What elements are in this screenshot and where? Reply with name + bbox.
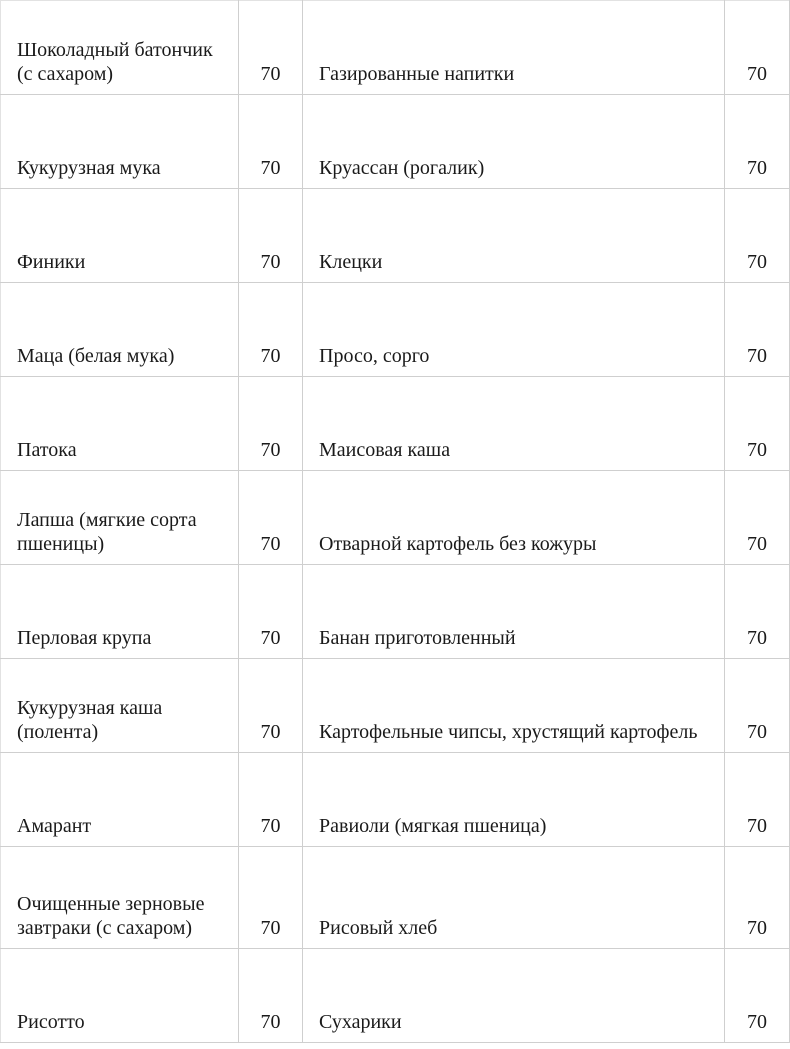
right-glycemic-value: 70 xyxy=(725,949,790,1043)
left-product-name: Перловая крупа xyxy=(1,565,239,659)
left-product-name: Патока xyxy=(1,377,239,471)
left-product-name: Маца (белая мука) xyxy=(1,283,239,377)
right-glycemic-value: 70 xyxy=(725,283,790,377)
right-product-name: Картофельные чипсы, хрустящий картофель xyxy=(303,659,725,753)
right-glycemic-value: 70 xyxy=(725,847,790,949)
table-row xyxy=(1,189,790,283)
table-row xyxy=(1,95,790,189)
left-glycemic-value: 70 xyxy=(239,283,303,377)
right-glycemic-value: 70 xyxy=(725,659,790,753)
table-row xyxy=(1,471,790,565)
left-product-name: Шоколадный батончик (с сахаром) xyxy=(1,1,239,95)
left-glycemic-value: 70 xyxy=(239,847,303,949)
left-glycemic-value: 70 xyxy=(239,753,303,847)
left-product-name: Кукурузная мука xyxy=(1,95,239,189)
table-row xyxy=(1,949,790,1043)
left-product-name: Кукурузная каша (полента) xyxy=(1,659,239,753)
left-glycemic-value: 70 xyxy=(239,95,303,189)
right-glycemic-value: 70 xyxy=(725,189,790,283)
right-product-name: Равиоли (мягкая пшеница) xyxy=(303,753,725,847)
right-product-name: Банан приготовленный xyxy=(303,565,725,659)
left-product-name: Лапша (мягкие сорта пшеницы) xyxy=(1,471,239,565)
left-glycemic-value: 70 xyxy=(239,565,303,659)
right-glycemic-value: 70 xyxy=(725,1,790,95)
table-row xyxy=(1,753,790,847)
table-row xyxy=(1,377,790,471)
left-glycemic-value: 70 xyxy=(239,189,303,283)
left-product-name: Амарант xyxy=(1,753,239,847)
right-product-name: Отварной картофель без кожуры xyxy=(303,471,725,565)
right-product-name: Маисовая каша xyxy=(303,377,725,471)
right-glycemic-value: 70 xyxy=(725,753,790,847)
left-glycemic-value: 70 xyxy=(239,1,303,95)
right-glycemic-value: 70 xyxy=(725,471,790,565)
left-glycemic-value: 70 xyxy=(239,949,303,1043)
right-glycemic-value: 70 xyxy=(725,565,790,659)
left-glycemic-value: 70 xyxy=(239,471,303,565)
right-product-name: Газированные напитки xyxy=(303,1,725,95)
table-row xyxy=(1,659,790,753)
left-product-name: Очищенные зерновые завтраки (с сахаром) xyxy=(1,847,239,949)
left-product-name: Рисотто xyxy=(1,949,239,1043)
left-glycemic-value: 70 xyxy=(239,659,303,753)
right-product-name: Рисовый хлеб xyxy=(303,847,725,949)
left-glycemic-value: 70 xyxy=(239,377,303,471)
table-row xyxy=(1,565,790,659)
table-row xyxy=(1,283,790,377)
left-product-name: Финики xyxy=(1,189,239,283)
right-product-name: Клецки xyxy=(303,189,725,283)
right-glycemic-value: 70 xyxy=(725,377,790,471)
right-product-name: Просо, сорго xyxy=(303,283,725,377)
table-row xyxy=(1,1,790,95)
table-row xyxy=(1,847,790,949)
right-glycemic-value: 70 xyxy=(725,95,790,189)
right-product-name: Сухарики xyxy=(303,949,725,1043)
right-product-name: Круассан (рогалик) xyxy=(303,95,725,189)
